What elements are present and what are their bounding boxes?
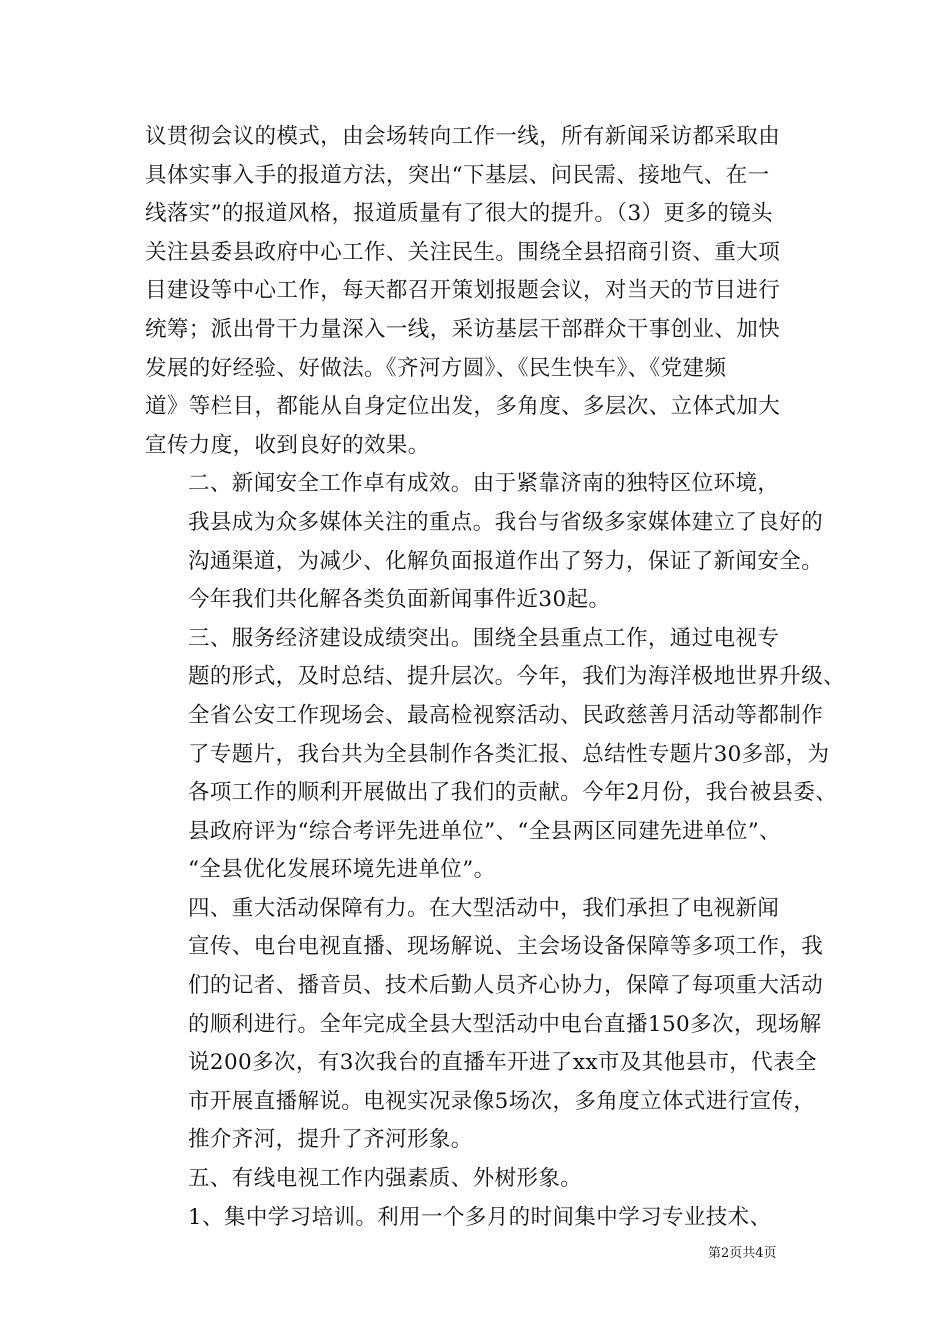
text-line: 宣传、电台电视直播、现场解说、主会场设备保障等多项工作，我 — [188, 934, 824, 960]
text-line: 议贯彻会议的模式，由会场转向工作一线，所有新闻采访都采取由 — [145, 124, 781, 149]
text-line: 三、服务经济建设成绩突出。围绕全县重点工作，通过电视专 — [188, 625, 780, 651]
text-line: 目建设等中心工作，每天都召开策划报题会议，对当天的节目进行 — [145, 278, 781, 304]
text-line: 四、重大活动保障有力。在大型活动中，我们承担了电视新闻 — [188, 895, 780, 921]
text-line: “全县优化发展环境先进单位”。 — [188, 857, 496, 883]
text-line: 线落实”的报道风格，报道质量有了很大的提升。（3）更多的镜头 — [145, 201, 773, 227]
text-line: 道》等栏目，都能从自身定位出发，多角度、多层次、立体式加大 — [145, 394, 781, 420]
paragraph-major-events — [145, 890, 824, 1160]
paragraph-cable-tv-heading — [145, 1160, 807, 1199]
text-line: 县政府评为“综合考评先进单位”、“全县两区同建先进单位”、 — [188, 818, 782, 844]
document-body — [145, 118, 846, 1237]
text-line: 1、集中学习培训。利用一个多月的时间集中学习专业技术、 — [188, 1204, 772, 1230]
text-line: 沟通渠道，为减少、化解负面报道作出了努力，保证了新闻安全。 — [188, 548, 824, 574]
paragraph-training — [145, 1199, 807, 1238]
text-line: 各项工作的顺利开展做出了我们的贡献。今年2月份，我台被县委、 — [188, 780, 838, 806]
text-line: 宣传力度，收到良好的效果。 — [145, 432, 430, 458]
text-line: 统筹；派出骨干力量深入一线，采访基层干部群众干事创业、加快 — [145, 316, 781, 342]
text-line: 说200多次，有3次我台的直播车开进了xx市及其他县市，代表全 — [188, 1050, 817, 1076]
text-line: 的顺利进行。全年完成全县大型活动中电台直播150多次，现场解 — [188, 1011, 822, 1037]
text-line: 关注县委县政府中心工作、关注民生。围绕全县招商引资、重大项 — [145, 239, 781, 265]
text-line: 今年我们共化解各类负面新闻事件近30起。 — [188, 587, 611, 613]
text-line: 五、有线电视工作内强素质、外树形象。 — [188, 1166, 583, 1192]
page-number-footer: 第2页共4页 — [708, 1246, 777, 1261]
text-line: 二、新闻安全工作卓有成效。由于紧靠济南的独特区位环境， — [188, 471, 780, 497]
paragraph-1-continuation — [145, 118, 807, 465]
text-line: 具体实事入手的报道方法，突出“下基层、问民需、接地气、在一 — [145, 162, 770, 188]
text-line: 我县成为众多媒体关注的重点。我台与省级多家媒体建立了良好的 — [188, 509, 824, 535]
text-line: 们的记者、播音员、技术后勤人员齐心协力，保障了每项重大活动 — [188, 973, 824, 999]
text-line: 发展的好经验、好做法。《齐河方圆》、《民生快车》、《党建频 — [145, 355, 727, 381]
text-line: 市开展直播解说。电视实况录像5场次，多角度立体式进行宣传， — [188, 1088, 816, 1114]
text-line: 推介齐河，提升了齐河形象。 — [188, 1127, 473, 1153]
text-line: 题的形式，及时总结、提升层次。今年，我们为海洋极地世界升级、 — [188, 664, 846, 690]
paragraph-economic-service — [145, 620, 846, 890]
text-line: 了专题片，我台共为全县制作各类汇报、总结性专题片30多部，为 — [188, 741, 830, 767]
paragraph-news-safety — [145, 465, 824, 619]
text-line: 全省公安工作现场会、最高检视察活动、民政慈善月活动等都制作 — [188, 702, 824, 728]
